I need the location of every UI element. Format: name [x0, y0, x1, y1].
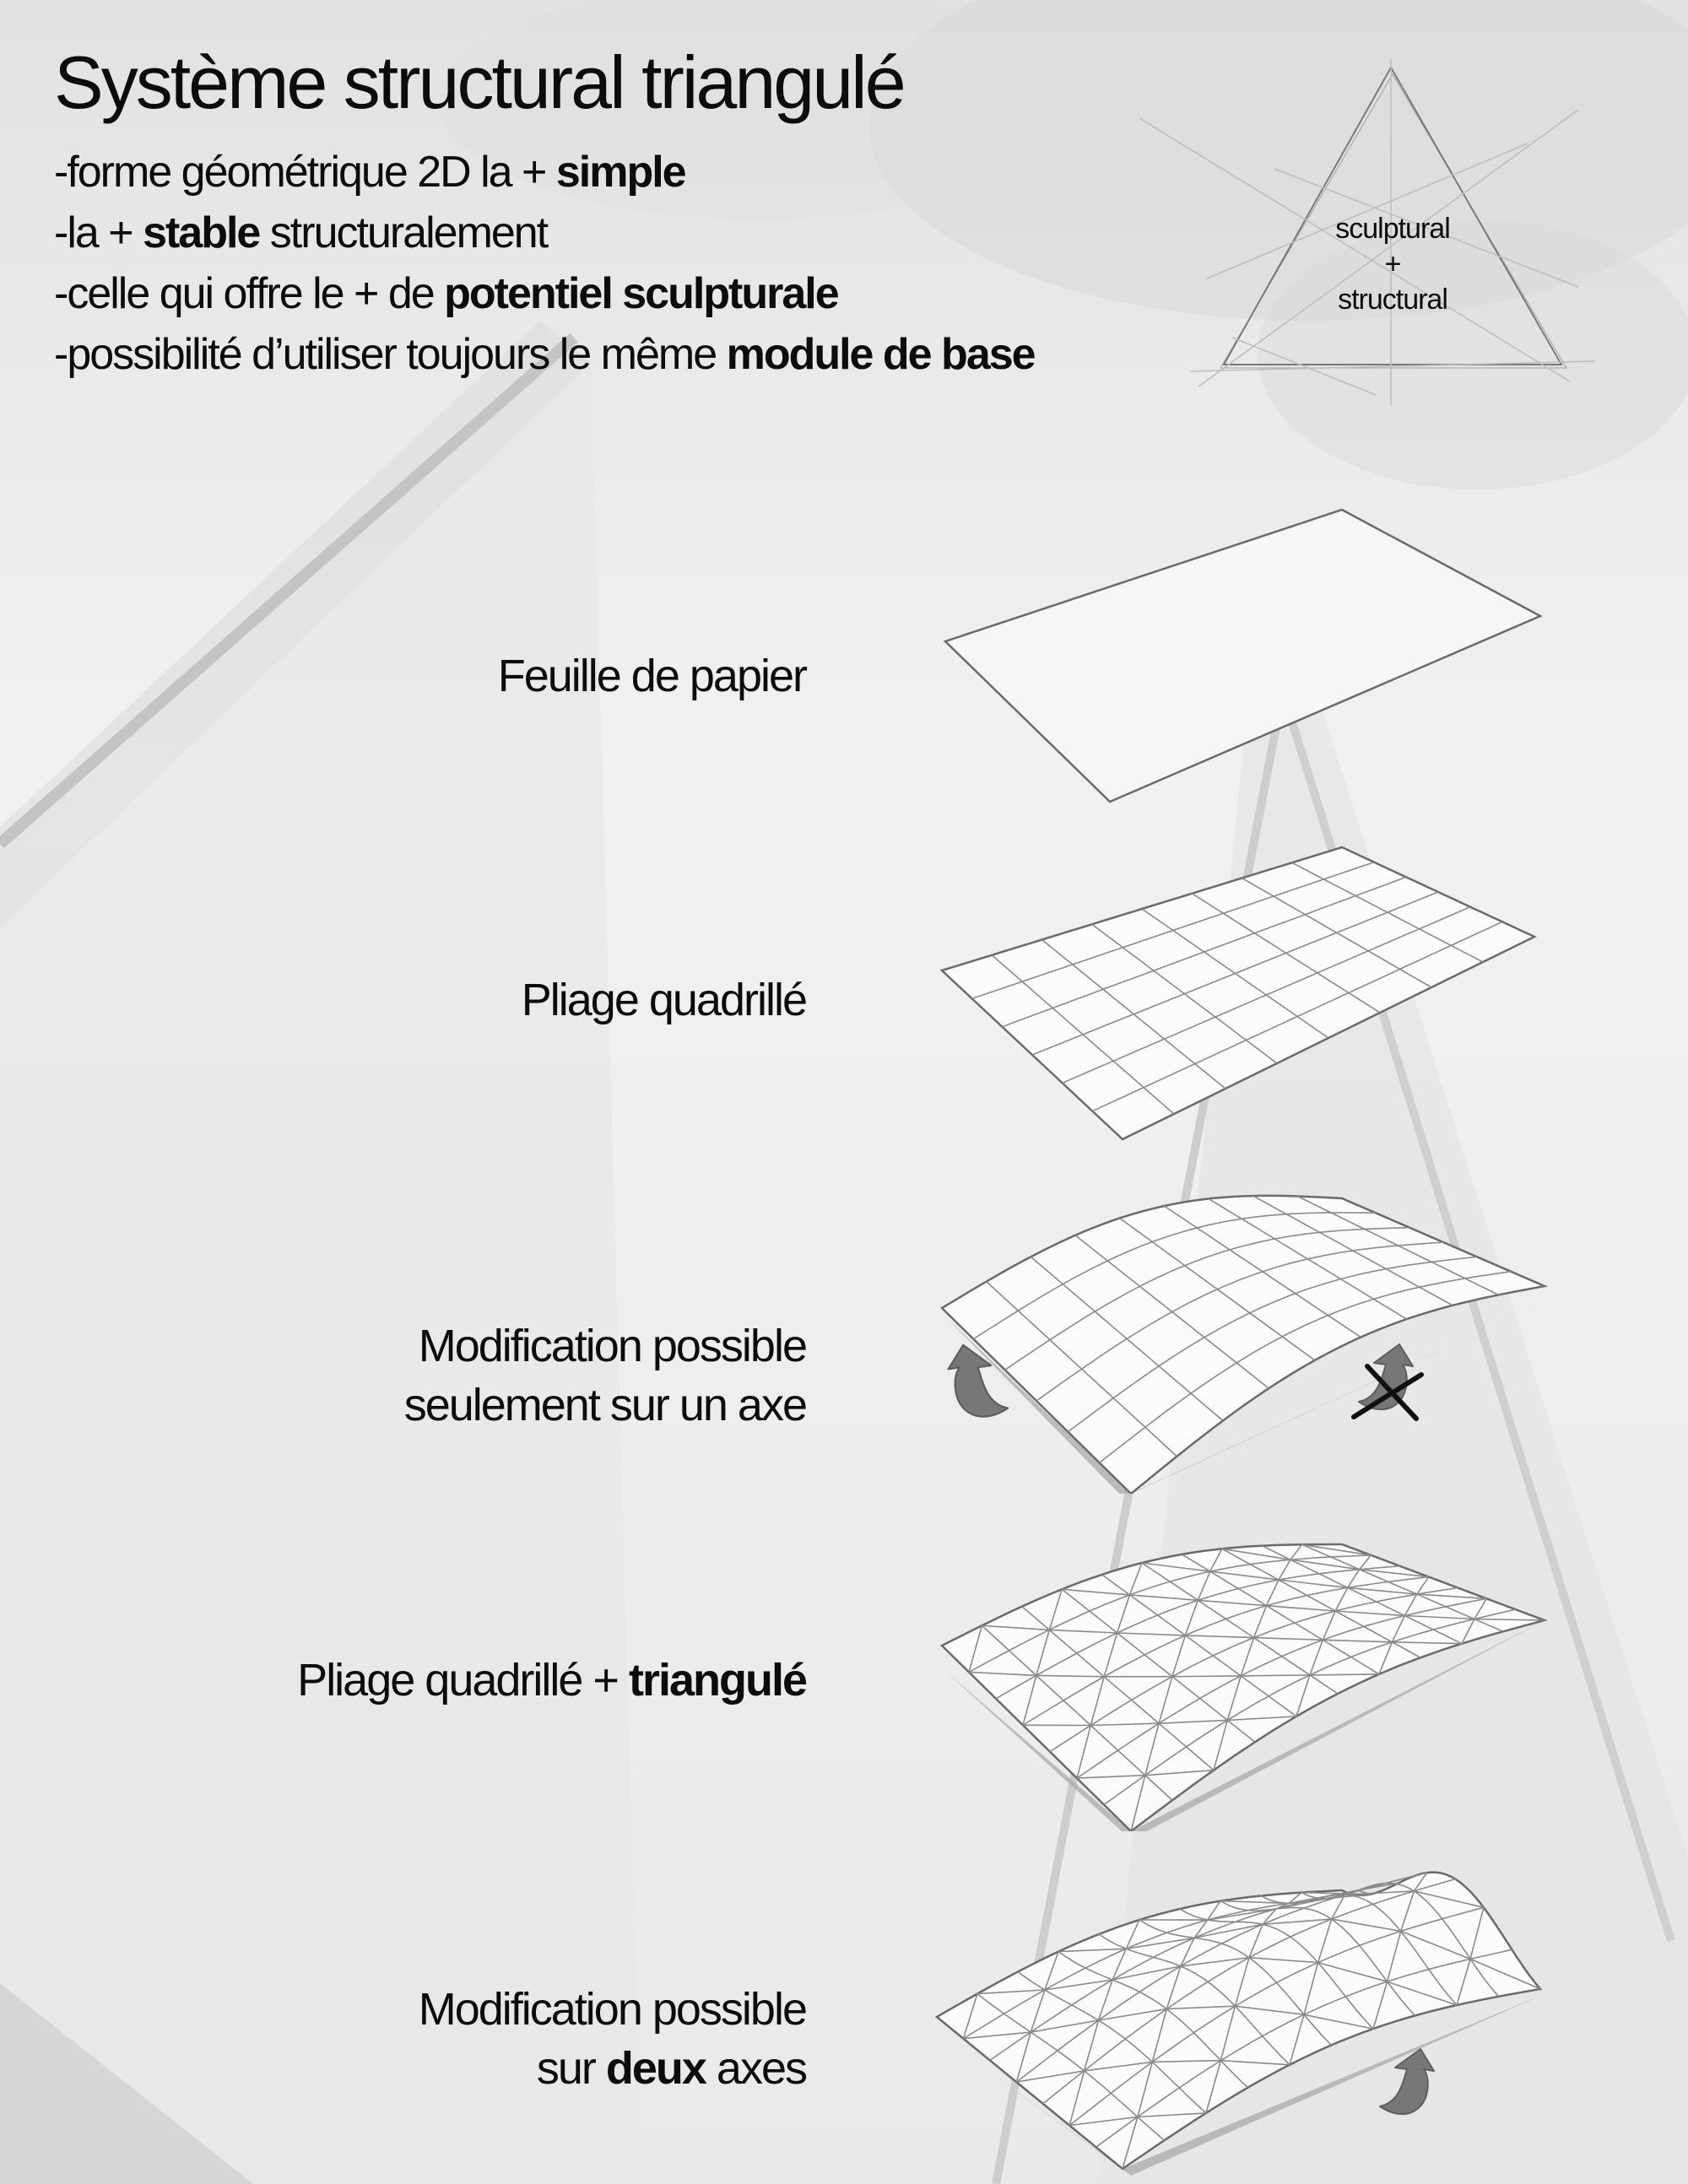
bullet-item: -celle qui offre le + de potentiel sculpturale	[54, 269, 838, 318]
step-2-label: Pliage quadrillé	[521, 975, 806, 1025]
crossed-arrow-icon	[1354, 1344, 1421, 1419]
bullet-list	[54, 142, 1035, 385]
triangle-line-1: sculptural	[1335, 213, 1450, 245]
fold-line	[1310, 1674, 1379, 1675]
plain-sheet	[920, 498, 1561, 819]
step-5-label: Modification possible sur deux axes	[418, 1984, 806, 2094]
triangle-label	[1249, 211, 1536, 317]
bullet-item: -forme géométrique 2D la + simple	[54, 148, 685, 197]
double-curved-sheet	[920, 1814, 1561, 2177]
fold-line	[1172, 1676, 1241, 1677]
step-3-label: Modification possible seulement sur un axe	[403, 1321, 806, 1430]
triangle-line-2: +	[1384, 248, 1401, 280]
triangle-line-3: structural	[1338, 284, 1447, 316]
bullet-item: -la + stable structuralement	[54, 208, 548, 257]
sheet-outline	[942, 847, 1534, 1139]
sheet-outline	[942, 1196, 1545, 1494]
step-1-label: Feuille de papier	[497, 651, 806, 701]
grid-sheet	[920, 835, 1561, 1156]
step-4-label: Pliage quadrillé + triangulé	[297, 1655, 806, 1706]
page-title: Système structural triangulé	[54, 41, 904, 124]
bullet-item: -possibilité d’utiliser toujours le même module de base	[54, 330, 1035, 379]
curved-arrow-icon	[1380, 2049, 1434, 2114]
curved-grid-sheet	[920, 1173, 1561, 1494]
triangulated-sheet	[920, 1511, 1561, 1831]
fold-line	[1241, 1675, 1310, 1676]
